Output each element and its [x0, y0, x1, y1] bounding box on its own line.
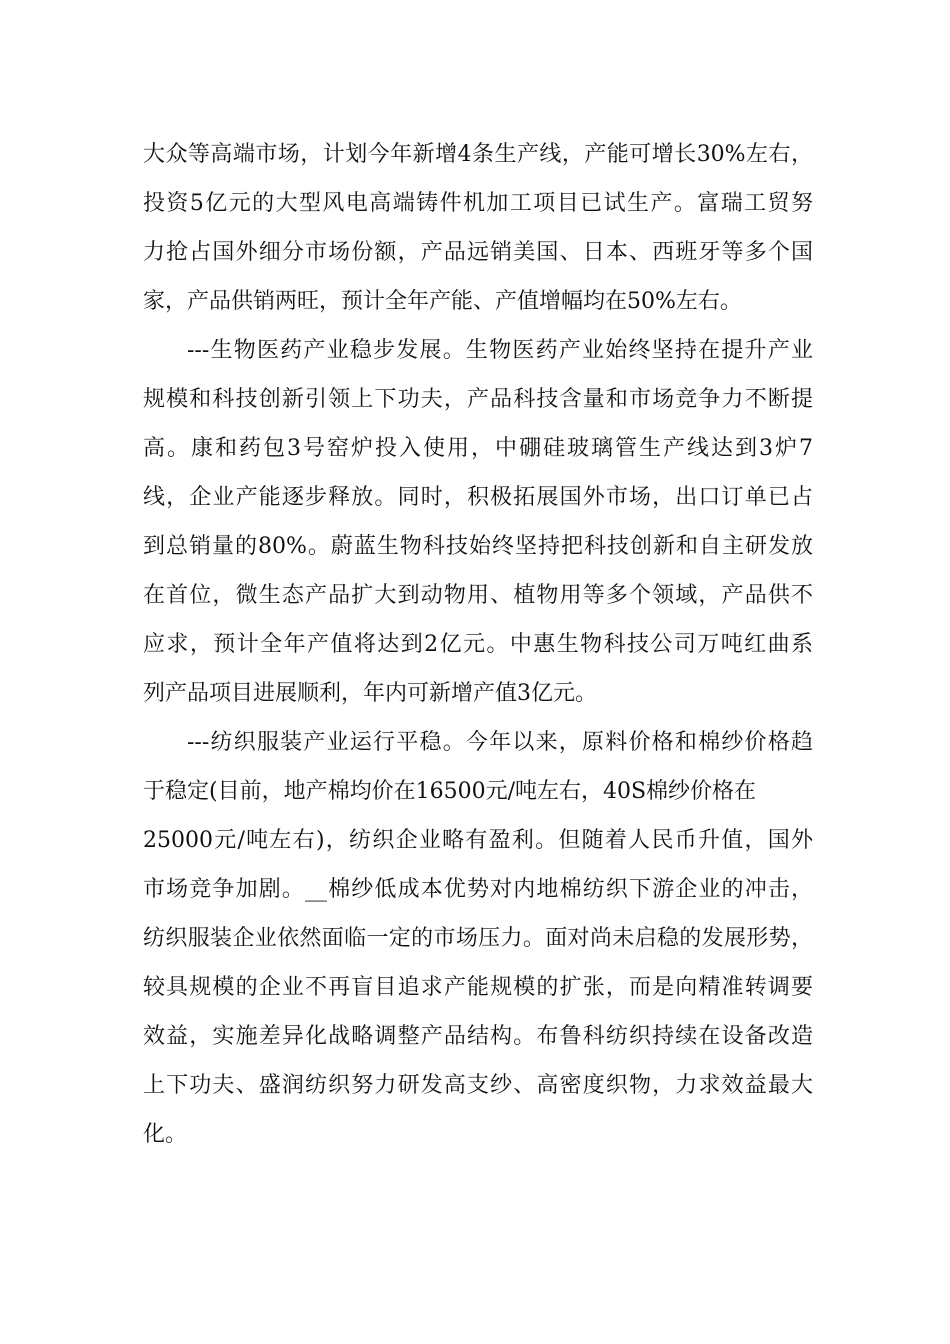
paragraph-3-line-3: 25000元/吨左右)，纺织企业略有盈利。但随着人民币升值，国外: [143, 828, 813, 853]
paragraph-3-line-8: 上下功夫、盛润纺织努力研发高支纱、高密度织物，力求效益最大: [143, 1073, 813, 1098]
paragraph-2-line-7: 应求，预计全年产值将达到2亿元。中惠生物科技公司万吨红曲系: [143, 632, 813, 657]
paragraph-3-line-2: 于稳定(目前，地产棉均价在16500元/吨左右，40S棉纱价格在: [143, 779, 757, 804]
paragraph-3-line-6: 较具规模的企业不再盲目追求产能规模的扩张，而是向精准转调要: [143, 975, 813, 1000]
paragraph-1-line-2: 投资5亿元的大型风电高端铸件机加工项目已试生产。富瑞工贸努: [143, 191, 813, 216]
paragraph-3-line-5: 纺织服装企业依然面临一定的市场压力。面对尚未启稳的发展形势，: [143, 926, 813, 951]
paragraph-1-line-3: 力抢占国外细分市场份额，产品远销美国、日本、西班牙等多个国: [143, 240, 813, 265]
paragraph-1-line-4: 家，产品供销两旺，预计全年产能、产值增幅均在50%左右。: [143, 289, 742, 314]
paragraph-2-line-8: 列产品项目进展顺利，年内可新增产值3亿元。: [143, 681, 597, 706]
paragraph-3-line-1: ---纺织服装产业运行平稳。今年以来，原料价格和棉纱价格趋: [187, 730, 813, 755]
paragraph-3-line-4: 市场竞争加剧。__棉纱低成本优势对内地棉纺织下游企业的冲击，: [143, 877, 813, 902]
paragraph-3-line-9: 化。: [143, 1122, 188, 1147]
paragraph-3-line-7: 效益，实施差异化战略调整产品结构。布鲁科纺织持续在设备改造: [143, 1024, 813, 1049]
paragraph-2-line-5: 到总销量的80%。蔚蓝生物科技始终坚持把科技创新和自主研发放: [143, 534, 813, 559]
paragraph-2-line-4: 线，企业产能逐步释放。同时，积极拓展国外市场，出口订单已占: [143, 485, 813, 510]
paragraph-2-line-3: 高。康和药包3号窑炉投入使用，中硼硅玻璃管生产线达到3炉7: [143, 436, 813, 461]
document-body: [143, 130, 813, 1159]
paragraph-2-line-1: ---生物医药产业稳步发展。生物医药产业始终坚持在提升产业: [187, 338, 813, 363]
paragraph-2-line-2: 规模和科技创新引领上下功夫，产品科技含量和市场竞争力不断提: [143, 387, 813, 412]
paragraph-2-line-6: 在首位，微生态产品扩大到动物用、植物用等多个领域，产品供不: [143, 583, 813, 608]
paragraph-1-line-1: 大众等高端市场，计划今年新增4条生产线，产能可增长30%左右，: [143, 142, 813, 167]
